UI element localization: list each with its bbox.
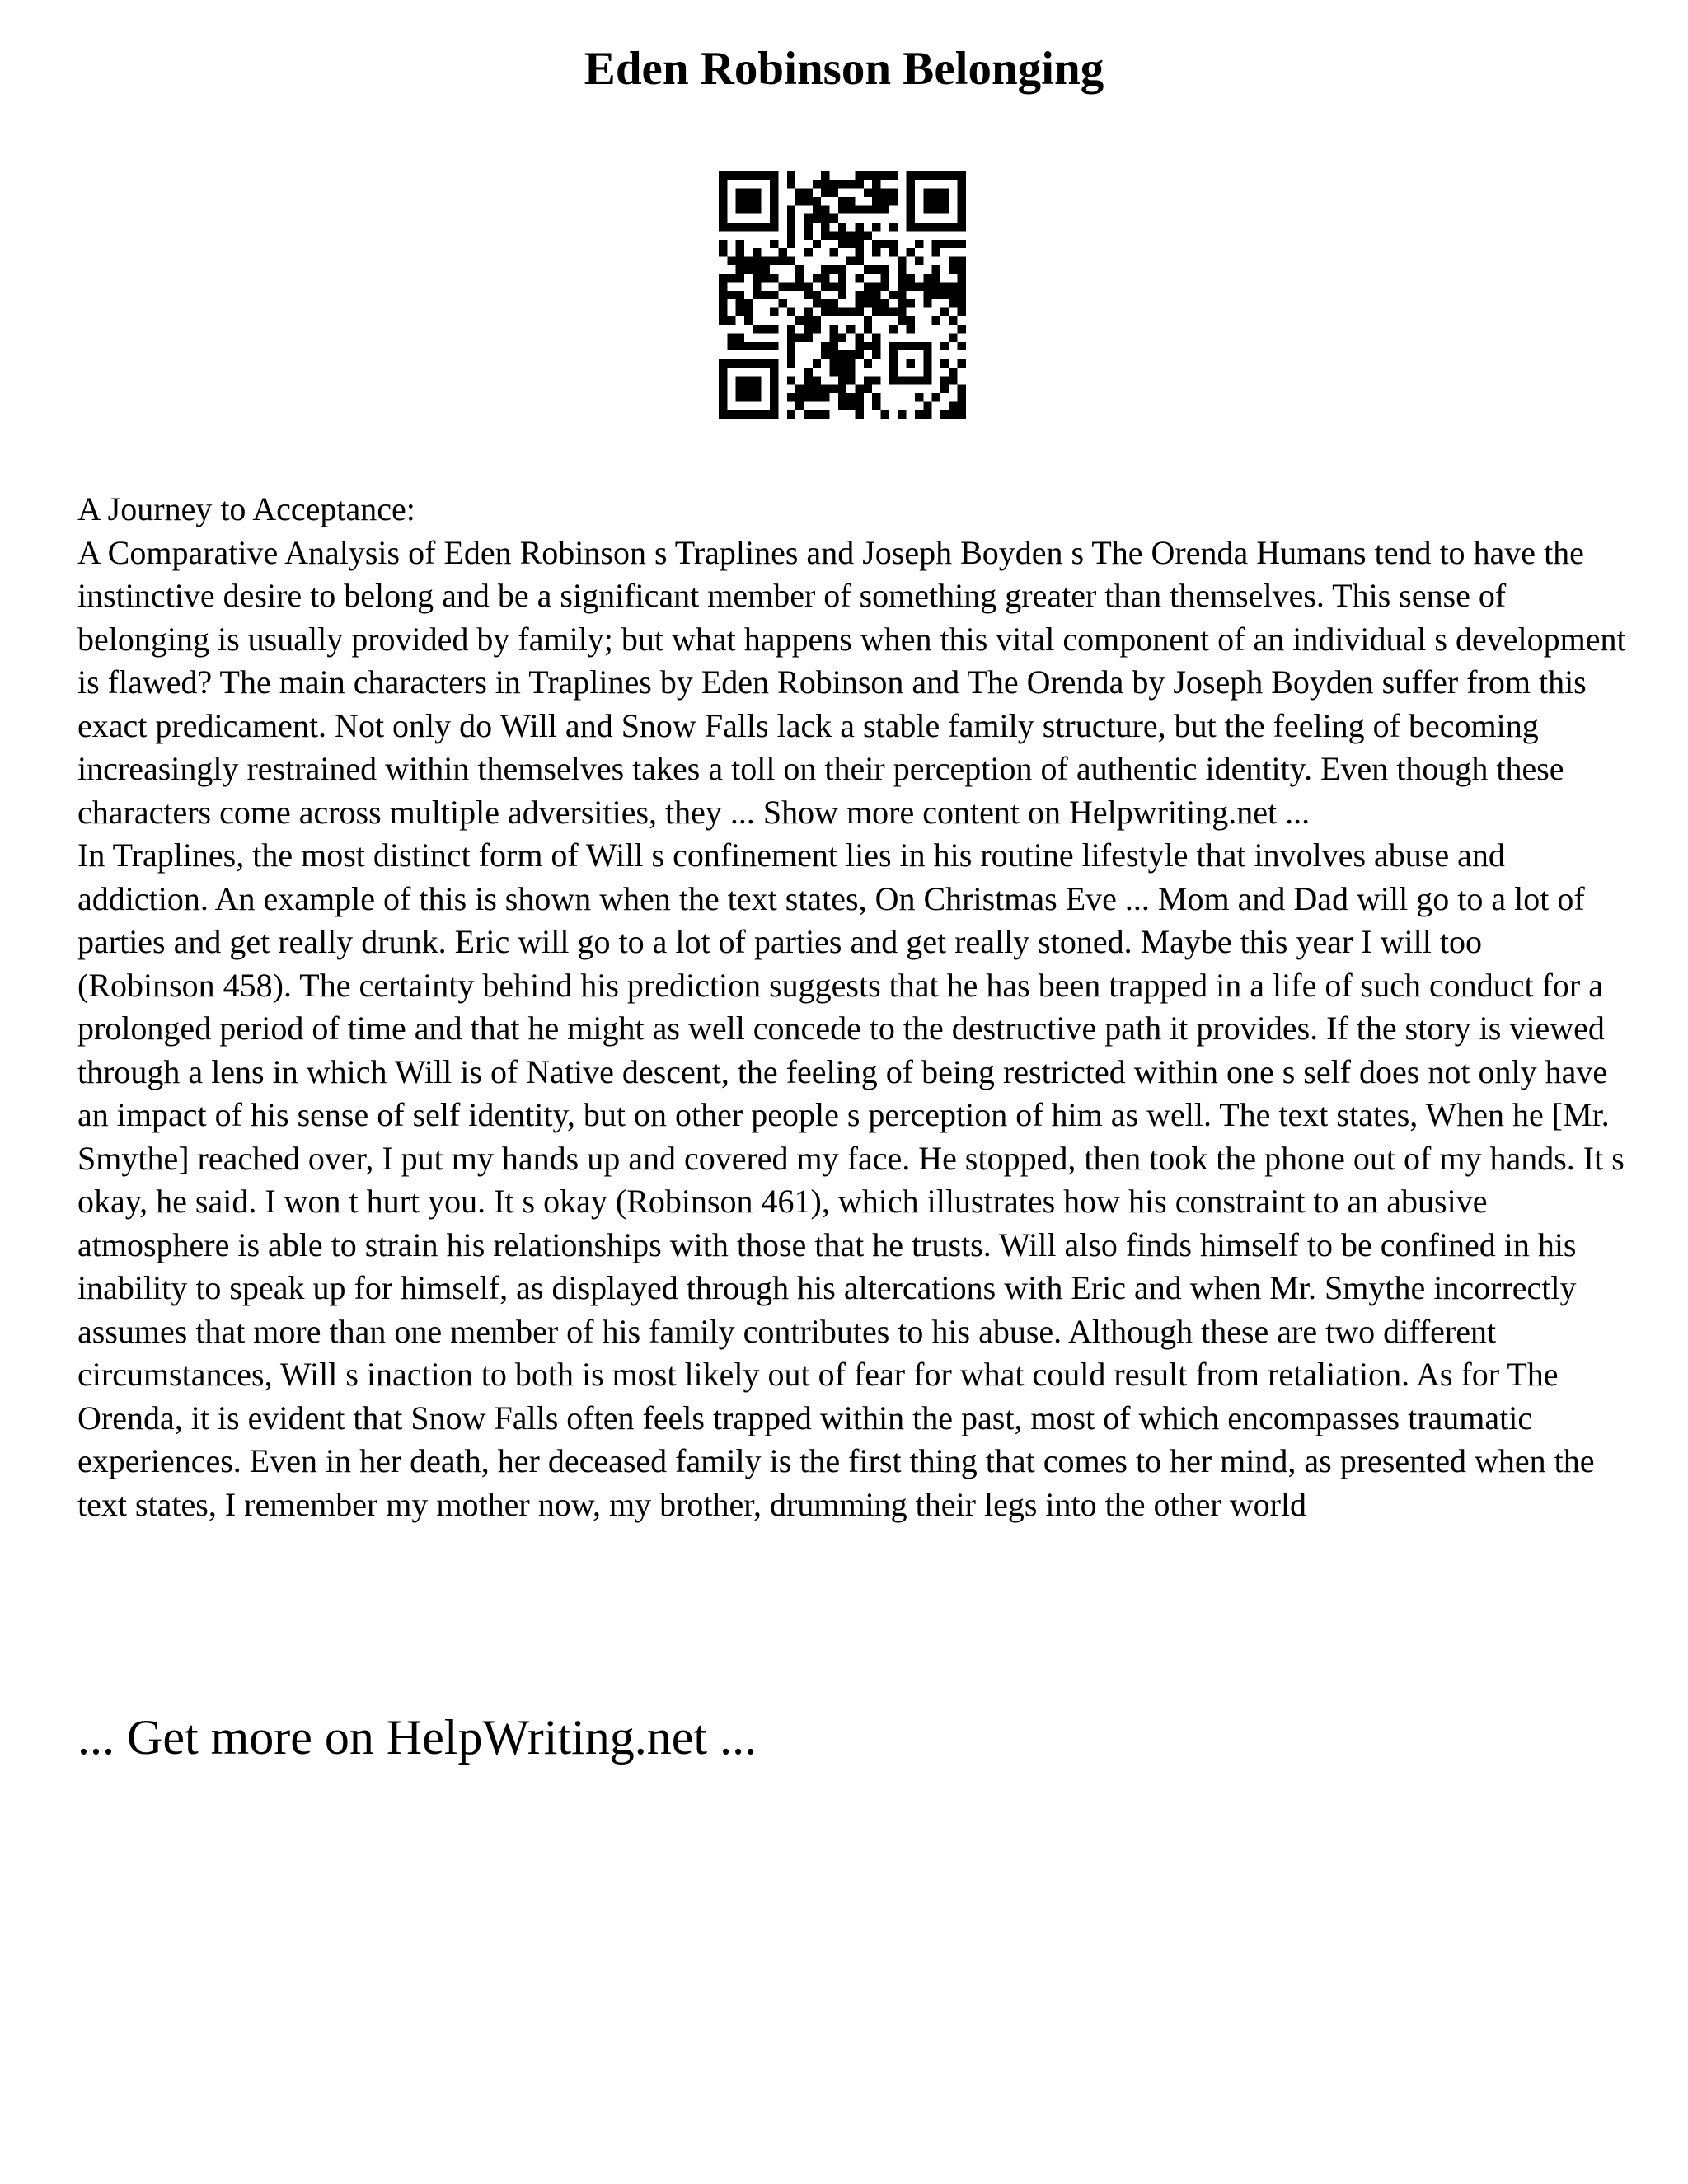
document-title: Eden Robinson Belonging [584, 43, 1104, 95]
article-body [77, 488, 1627, 1526]
qr-code-icon [719, 171, 966, 419]
article-paragraph: A Comparative Analysis of Eden Robinson s Traplines and Joseph Boyden s The Orenda Humans tend to have the instinctive desire to belong and be a significant member of something greater than themselves. This sense of belonging is usually provided by family; but what happens when this vital component of an individual s development is flawed? The main characters in Traplines by Eden Robinson and The Orenda by Joseph Boyden suffer from this exact predicament. Not only do Will and Snow Falls lack a stable family structure, but the feeling of becoming increasingly restrained within themselves takes a toll on their perception of authentic identity. Even though these characters come across multiple adversities, they ... Show more content on Helpwriting.net ... [77, 533, 1626, 831]
get-more-link[interactable]: ... Get more on HelpWriting.net ... [77, 1710, 757, 1765]
article-subtitle: A Journey to Acceptance: [77, 490, 415, 527]
article-paragraph: In Traplines, the most distinct form of Will s confinement lies in his routine lifestyle that involves abuse and addiction. An example of this is shown when the text states, On Christmas Eve ... Mom and Dad will go to a lot of parties and get really drunk. Eric will go to a lot of parties and get really stoned. Maybe this year I will too (Robinson 458). The certainty behind his prediction suggests that he has been trapped in a life of such conduct for a prolonged period of time and that he might as well concede to the destructive path it provides. If the story is viewed through a lens in which Will is of Native descent, the feeling of being restricted within one s self does not only have an impact of his sense of self identity, but on other people s perception of him as well. The text states, When he [Mr. Smythe] reached over, I put my hands up and covered my face. He stopped, then took the phone out of my hands. It s okay, he said. I won t hurt you. It s okay (Robinson 461), which illustrates how his constraint to an abusive atmosphere is able to strain his relationships with those that he trusts. Will also finds himself to be confined in his inability to speak up for himself, as displayed through his altercations with Eric and when Mr. Smythe incorrectly assumes that more than one member of his family contributes to his abuse. Although these are two different circumstances, Will s inaction to both is most likely out of fear for what could result from retaliation. As for The Orenda, it is evident that Snow Falls often feels trapped within the past, most of which encompasses traumatic experiences. Even in her death, her deceased family is the first thing that comes to her mind, as presented when the text states, I remember my mother now, my brother, drumming their legs into the other world [77, 837, 1625, 1523]
